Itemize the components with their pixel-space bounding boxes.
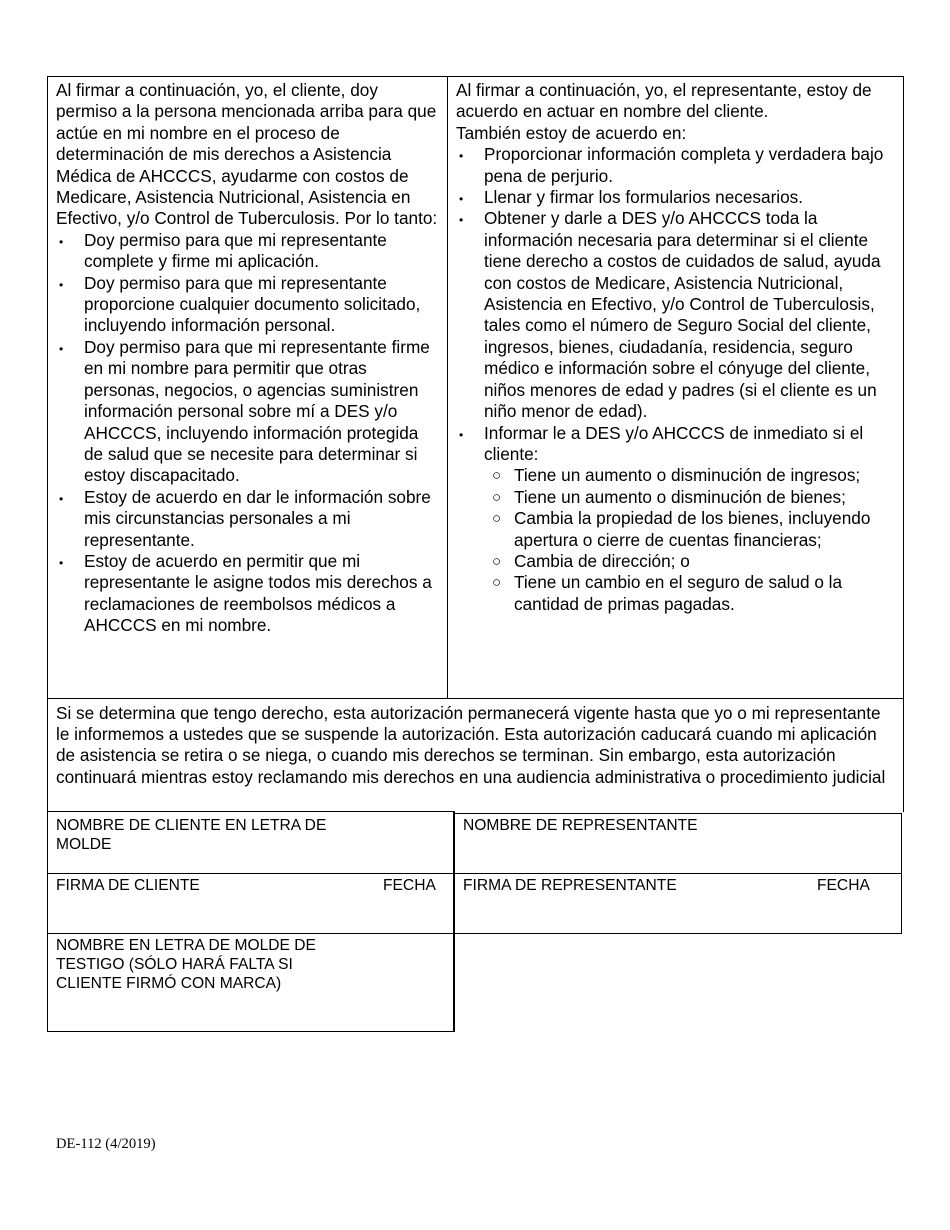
list-item: • Informar le a DES y/o AHCCCS de inmediato si el cliente: ○ Tiene un aumento o disminución de ingresos; ○ Tiene un aumento o disminución de bienes; ○ Cambia la propiedad de los bienes, incluyendo apertura o cierre de cuentas financieras; ○ Cambia de dirección; o ○ Tiene un cambio en el seguro de salud o la cantidad de primas pagadas. (456, 423, 899, 616)
list-item: ○ Tiene un aumento o disminución de bienes; (492, 486, 846, 507)
circle-bullet-icon: ○ (492, 488, 502, 506)
representative-bullet-list (456, 144, 899, 615)
representative-signature-label: FIRMA DE REPRESENTANTE (463, 877, 677, 894)
representative-intro: Al firmar a continuación, yo, el representante, estoy de acuerdo en actuar en nombre del cliente. (456, 80, 872, 122)
bullet-icon: • (59, 341, 64, 356)
witness-name-label: NOMBRE EN LETRA DE MOLDE DE TESTIGO (SÓLO HARÁ FALTA SI CLIENTE FIRMÓ CON MARCA) (56, 937, 316, 992)
representative-intro-2: También estoy de acuerdo en: (456, 122, 687, 143)
list-item: • Estoy de acuerdo en dar le información sobre mis circunstancias personales a mi representante. (59, 486, 431, 550)
bullet-icon: • (59, 555, 64, 570)
bullet-icon: • (459, 192, 464, 207)
witness-name-field[interactable] (48, 934, 348, 1030)
change-sub-list (484, 465, 899, 615)
list-item: • Proporcionar información completa y verdadera bajo pena de perjurio. (459, 144, 884, 186)
client-consent-column (48, 77, 448, 698)
client-bullet-list (56, 230, 439, 637)
client-intro: Al firmar a continuación, yo, el cliente, doy permiso a la persona mencionada arriba para que actúe en mi nombre en el proceso de determinación de mis derechos a Asistencia Médica de AHCCCS, ayudarme con costos de Medicare, Asistencia Nutricional, Asistencia en Efectivo, y/o Control de Tuberculosis. Por lo tanto: (56, 80, 438, 229)
client-signature-label: FIRMA DE CLIENTE (56, 877, 200, 894)
representative-date-label: FECHA (817, 877, 870, 894)
client-date-label: FECHA (383, 877, 436, 894)
list-item: ○ Cambia la propiedad de los bienes, incluyendo apertura o cierre de cuentas financieras; (492, 508, 871, 550)
list-item: • Doy permiso para que mi representante firme en mi nombre para permitir que otras personas, negocios, o agencias suministren información personal sobre mí a DES y/o AHCCCS, incluyendo información protegida de salud que se necesite para determinar si estoy discapacitado. (59, 336, 430, 486)
representative-name-label: NOMBRE DE REPRESENTANTE (463, 817, 698, 834)
client-name-field[interactable] (48, 814, 378, 872)
form-code: DE-112 (4/2019) (56, 1136, 156, 1152)
list-item: • Doy permiso para que mi representante proporcione cualquier documento solicitado, incluyendo información personal. (59, 272, 421, 336)
bullet-icon: • (459, 213, 464, 228)
list-item: • Estoy de acuerdo en permitir que mi representante le asigne todos mis derechos a reclamaciones de reembolsos médicos a AHCCCS en mi nombre. (59, 550, 432, 636)
circle-bullet-icon: ○ (492, 574, 502, 592)
client-name-label: NOMBRE DE CLIENTE EN LETRA DE MOLDE (56, 817, 327, 853)
authorization-paragraph: Si se determina que tengo derecho, esta autorización permanecerá vigente hasta que yo o mi representante le informemos a ustedes que se suspende la autorización. Esta autorización caducará cuando mi aplicación de asistencia se retira o se niega, o cuando mis derechos se terminan. Sin embargo, esta autorización continuará mientras estoy reclamando mis derechos en una audiencia administrativa o procedimiento judicial (56, 703, 886, 787)
client-signature-field[interactable] (48, 874, 453, 932)
circle-bullet-icon: ○ (492, 467, 502, 485)
divider (47, 811, 453, 812)
circle-bullet-icon: ○ (492, 552, 502, 570)
representative-name-field[interactable] (455, 814, 901, 872)
representative-signature-field[interactable] (455, 874, 901, 932)
representative-consent-column (448, 77, 903, 698)
bullet-icon: • (59, 491, 64, 506)
bullet-icon: • (59, 234, 64, 249)
authorization-box (47, 698, 904, 812)
list-item: • Obtener y darle a DES y/o AHCCCS toda la información necesaria para determinar si el cliente tiene derecho a costos de cuidados de salud, ayuda con costos de Medicare, Asistencia Nutricional, Asistencia en Efectivo, y/o Control de Tuberculosis, tales como el número de Seguro Social del cliente, ingresos, bienes, ciudadanía, residencia, seguro médico e información sobre el cónyuge del cliente, niños menores de edad y padres (si el cliente es un niño menor de edad). (459, 208, 881, 422)
divider (47, 1031, 454, 1032)
list-item: ○ Tiene un aumento o disminución de ingresos; (492, 465, 861, 486)
list-item: • Llenar y firmar los formularios necesarios. (456, 187, 899, 208)
bullet-icon: • (459, 427, 464, 442)
consent-table (47, 76, 904, 699)
bullet-icon: • (459, 149, 464, 164)
list-item: ○ Cambia de dirección; o (492, 550, 690, 571)
list-item: ○ Tiene un cambio en el seguro de salud o la cantidad de primas pagadas. (492, 572, 843, 614)
circle-bullet-icon: ○ (492, 510, 502, 528)
divider (901, 813, 902, 934)
bullet-icon: • (59, 277, 64, 292)
list-item: • Doy permiso para que mi representante complete y firme mi aplicación. (59, 229, 387, 272)
